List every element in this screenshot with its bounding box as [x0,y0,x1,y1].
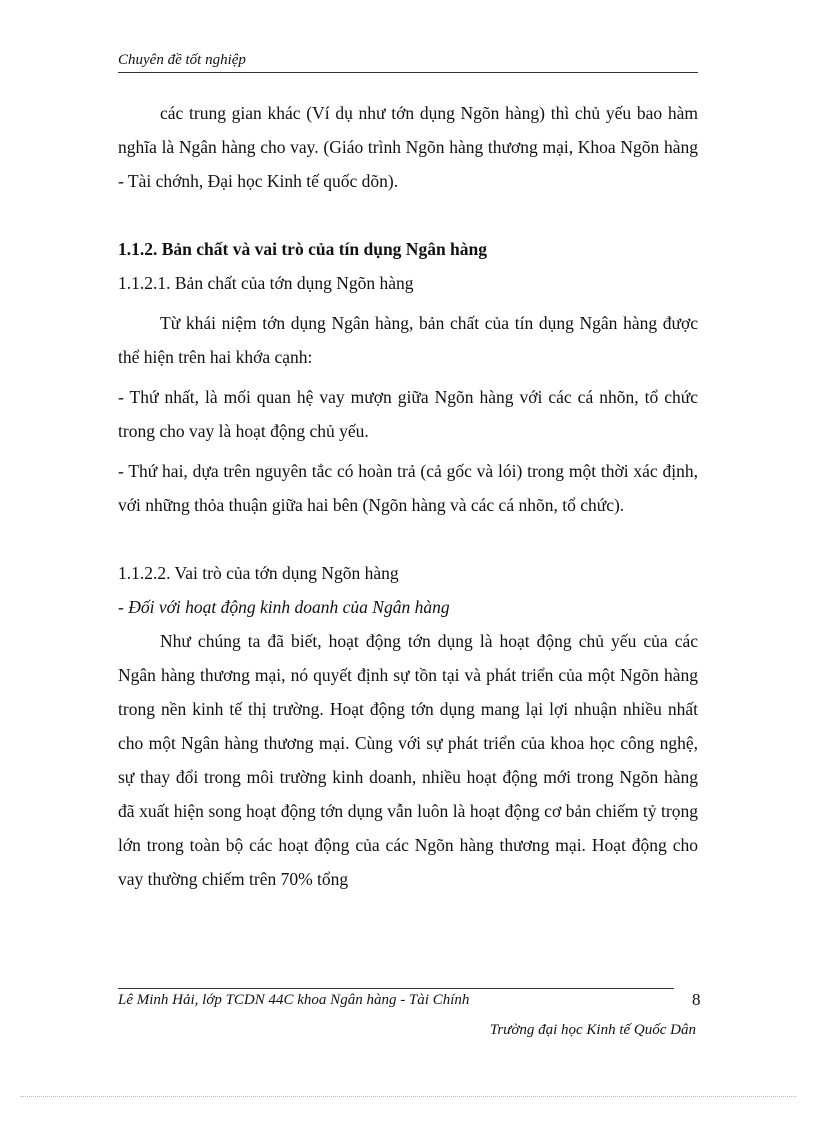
subsection-heading-1-1-2-1: 1.1.2.1. Bản chất của tớn dụng Ngõn hàng [118,273,414,293]
footer-school: Trường đại học Kinh tế Quốc Dân [489,1022,696,1038]
page-edge-divider [20,1096,796,1097]
sub-heading-bank-activity: - Đối với hoạt động kinh doanh của Ngân hàng [118,597,450,617]
section-heading-1-1-2: 1.1.2. Bản chất và vai trò của tín dụng Ngân hàng [118,239,488,259]
page-header [118,52,698,73]
footer-divider [118,988,674,989]
page-number: 8 [692,990,701,1009]
subsection-heading-1-1-2-2: 1.1.2.2. Vai trò của tớn dụng Ngõn hàng [118,563,399,583]
paragraph-intro: các trung gian khác (Ví dụ như tớn dụng Ngõn hàng) thì chủ yếu bao hàm nghĩa là Ngân hàng cho vay. (Giáo trình Ngõn hàng thương mại, Khoa Ngõn hàng - Tài chớnh, Đại học Kinh tế quốc dõn). [118,103,698,191]
footer-author: Lê Minh Hải, lớp TCDN 44C khoa Ngân hàng - Tài Chính [118,992,470,1008]
paragraph-point-1: - Thứ nhất, là mối quan hệ vay mượn giữa Ngõn hàng với các cá nhõn, tổ chức trong cho vay là hoạt động chủ yếu. [118,387,698,441]
paragraph-nature: Từ khái niệm tớn dụng Ngân hàng, bản chất của tín dụng Ngân hàng được thể hiện trên hai khớa cạnh: [118,313,698,367]
header-title: Chuyên đề tốt nghiệp [118,52,246,68]
paragraph-role: Như chúng ta đã biết, hoạt động tớn dụng là hoạt động chủ yếu của các Ngân hàng thương mại, nó quyết định sự tồn tại và phát triển của một Ngõn hàng trong nền kinh tế thị trường. Hoạt động tớn dụng mang lại lợi nhuận nhiều nhất cho một Ngân hàng thương mại. Cùng với sự phát triển của khoa học công nghệ, sự thay đổi trong môi trường kinh doanh, nhiều hoạt động mới trong Ngõn hàng đã xuất hiện song hoạt động tớn dụng vẫn luôn là hoạt động cơ bản chiếm tỷ trọng lớn trong toàn bộ các hoạt động của các Ngõn hàng thương mại. Hoạt động cho vay thường chiếm trên 70% tổng [118,631,698,889]
paragraph-point-2: - Thứ hai, dựa trên nguyên tắc có hoàn trả (cả gốc và lói) trong một thời xác định, với những thỏa thuận giữa hai bên (Ngõn hàng và các cá nhõn, tổ chức). [118,461,698,515]
document-body [118,96,698,896]
